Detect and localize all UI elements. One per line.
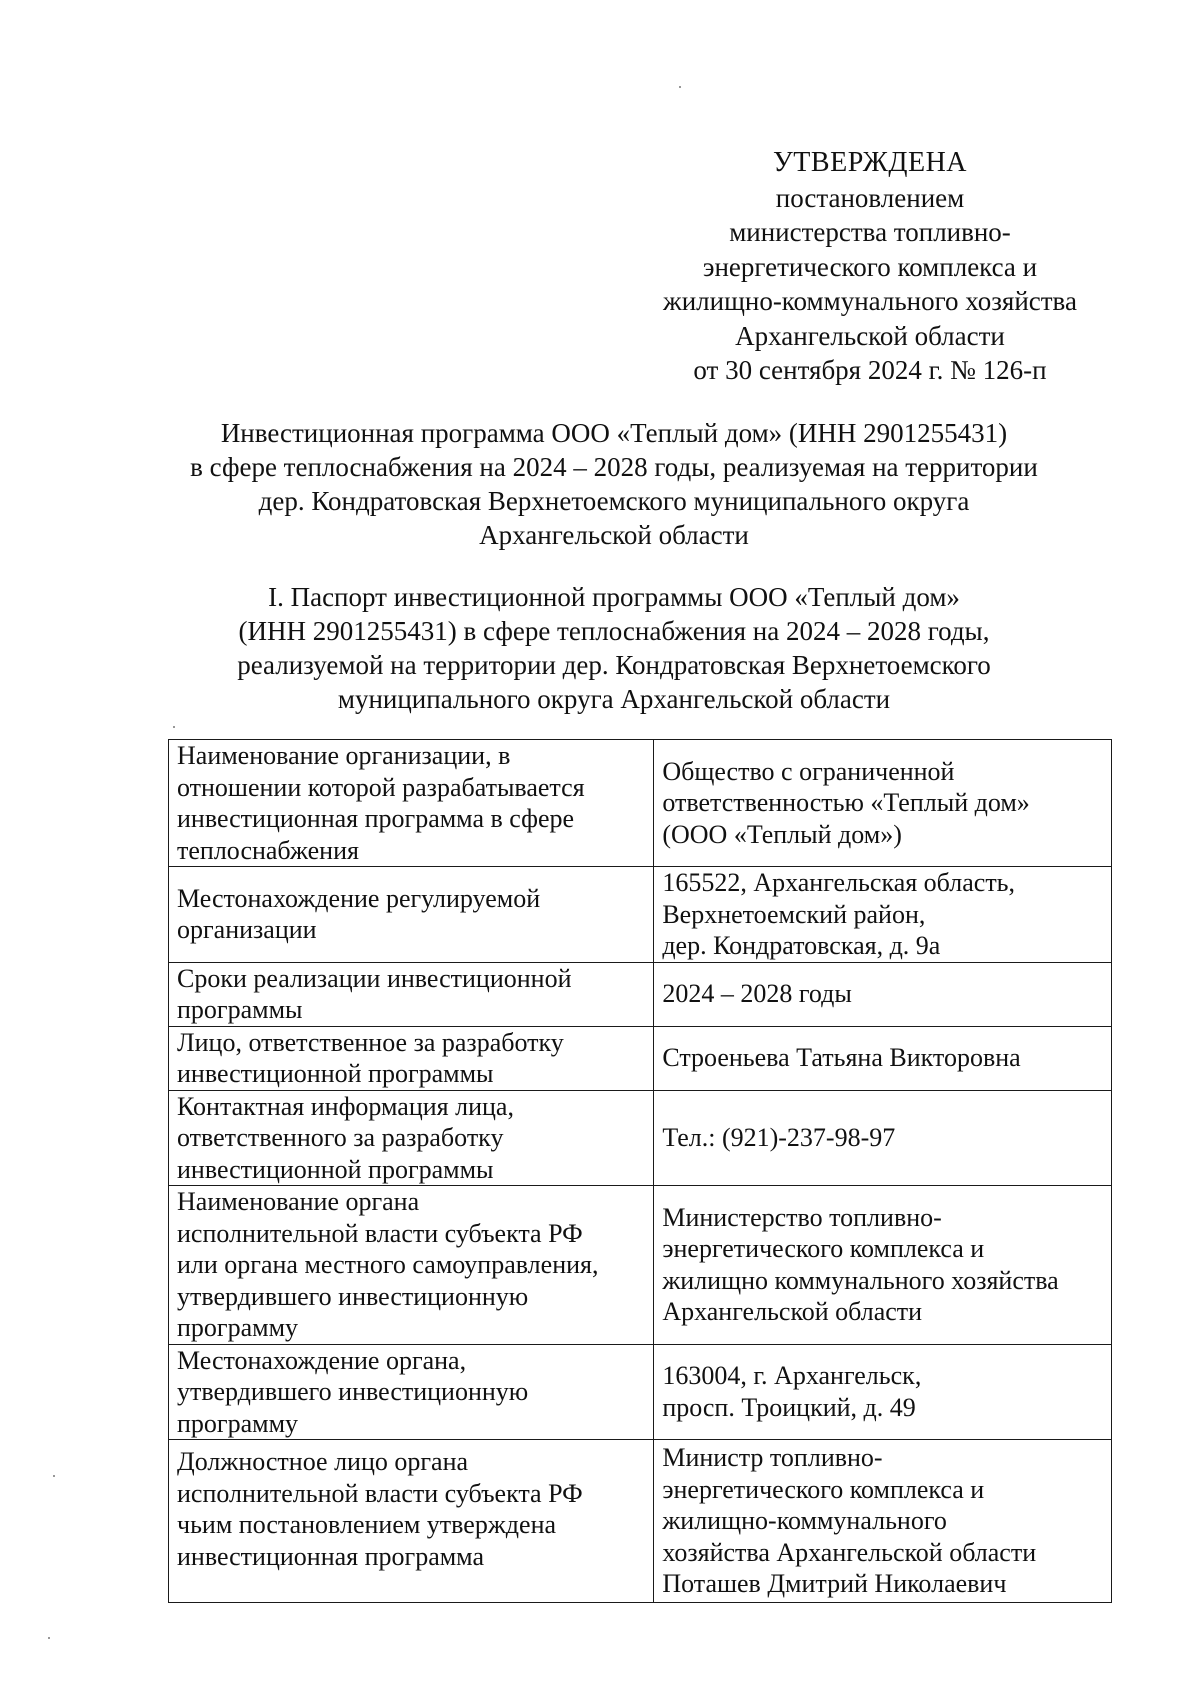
table-cell-value [654,962,1112,1026]
table-cell-label [169,1090,654,1186]
cell-text: ответственностью «Теплый дом» [662,788,1030,818]
table-row [169,1090,1112,1186]
scan-speck [48,1637,50,1639]
table-cell-value [654,740,1112,867]
section-title-line: реализуемой на территории дер. Кондратовская Верхнетоемского [237,650,991,680]
cell-text: чьим постановлением утверждена [177,1510,557,1539]
approval-line: министерства топливно- [729,217,1011,247]
table-cell-value [654,1440,1112,1603]
table-cell-value [654,1186,1112,1345]
cell-text: Контактная информация лица, [177,1091,514,1121]
cell-text: Общество с ограниченной [662,756,955,786]
section-title-line: муниципального округа Архангельской области [337,684,891,714]
scan-speck [53,1475,55,1477]
cell-text: 165522, Архангельская область, [662,868,1016,897]
cell-text: жилищно-коммунального [662,1506,947,1536]
approval-block [640,146,1100,388]
cell-text: Лицо, ответственное за разработку [177,1027,564,1057]
table-cell-value [654,1026,1112,1090]
cell-text: Сроки реализации инвестиционной [177,963,572,993]
cell-text: инвестиционная программа [177,1541,484,1571]
cell-text: ответственного за разработку [177,1123,504,1152]
table-cell-value [654,1344,1112,1440]
table-row [169,867,1112,963]
approval-line: энергетического комплекса и [702,251,1038,282]
section-title-line: (ИНН 2901255431) в сфере теплоснабжения на 2024 – 2028 годы, [238,616,990,646]
table-cell-label [169,867,654,963]
table-cell-label [169,740,654,867]
program-title-line: дер. Кондратовская Верхнетоемского муниципального округа [258,486,970,516]
approval-line: постановлением [775,182,965,213]
table-cell-label [169,1344,654,1440]
cell-text: хозяйства Архангельской области [662,1537,1037,1567]
cell-text: Тел.: (921)-237-98-97 [662,1123,896,1152]
cell-text: Министр топливно- [662,1443,883,1473]
cell-text: утвердившего инвестиционную [177,1377,529,1406]
table-row [169,1026,1112,1090]
cell-text: утвердившего инвестиционную [177,1281,529,1311]
cell-text: энергетического комплекса и [662,1234,985,1264]
cell-text: Министерство топливно- [662,1202,942,1232]
cell-text: Архангельской области [662,1297,923,1327]
cell-text: Местонахождение регулируемой [177,883,541,913]
cell-text: Строеньева Татьяна Викторовна [662,1043,1021,1073]
table-row [169,1440,1112,1603]
table-cell-value [654,1090,1112,1186]
passport-table [168,739,1112,1603]
cell-text: инвестиционной программы [177,1154,494,1184]
section-title-line: I. Паспорт инвестиционной программы ООО «Теплый дом» [268,582,960,612]
cell-text: дер. Кондратовская, д. 9а [662,931,941,960]
approval-line: от 30 сентября 2024 г. № 126-п [693,355,1047,385]
scan-speck [679,86,681,88]
cell-text: Должностное лицо органа [177,1447,469,1476]
cell-text: просп. Троицкий, д. 49 [662,1392,916,1422]
cell-text: Местонахождение органа, [177,1345,467,1375]
cell-text: Наименование органа [177,1187,420,1216]
cell-text: или органа местного самоуправления, [177,1250,599,1279]
table-cell-label [169,1440,654,1603]
table-row [169,1186,1112,1345]
cell-text: инвестиционной программы [177,1059,494,1088]
table-row [169,1344,1112,1440]
approval-line: Архангельской области [735,320,1005,351]
table-cell-label [169,1186,654,1345]
cell-text: 163004, г. Архангельск, [662,1361,922,1391]
cell-text: инвестиционная программа в сфере [177,804,575,833]
cell-text: организации [177,915,317,945]
cell-text: Наименование организации, в [177,741,511,770]
section-title [150,580,1078,716]
cell-text: теплоснабжения [177,835,359,865]
cell-text: 2024 – 2028 годы [662,979,852,1009]
cell-text: жилищно коммунального хозяйства [662,1265,1059,1295]
scan-speck [173,726,175,728]
cell-text: исполнительной власти субъекта РФ [177,1478,583,1508]
table-cell-label [169,1026,654,1090]
table-cell-label [169,962,654,1026]
program-title [150,416,1078,552]
cell-text: программы [177,995,303,1024]
cell-text: отношении которой разрабатывается [177,772,585,802]
approval-title: УТВЕРЖДЕНА [772,147,968,178]
cell-text: программу [177,1313,299,1342]
program-title-line: в сфере теплоснабжения на 2024 – 2028 годы, реализуемая на территории [190,452,1038,482]
cell-text: программу [177,1408,299,1438]
cell-text: энергетического комплекса и [662,1474,985,1504]
program-title-line: Инвестиционная программа ООО «Теплый дом» (ИНН 2901255431) [220,418,1008,448]
cell-text: (ООО «Теплый дом») [662,819,902,849]
cell-text: Верхнетоемский район, [662,899,926,929]
table-row [169,740,1112,867]
table-row [169,962,1112,1026]
program-title-line: Архангельской области [479,520,749,550]
cell-text: Поташев Дмитрий Николаевич [662,1569,1007,1599]
approval-line: жилищно-коммунального хозяйства [663,286,1077,316]
cell-text: исполнительной власти субъекта РФ [177,1218,583,1248]
table-cell-value [654,867,1112,963]
